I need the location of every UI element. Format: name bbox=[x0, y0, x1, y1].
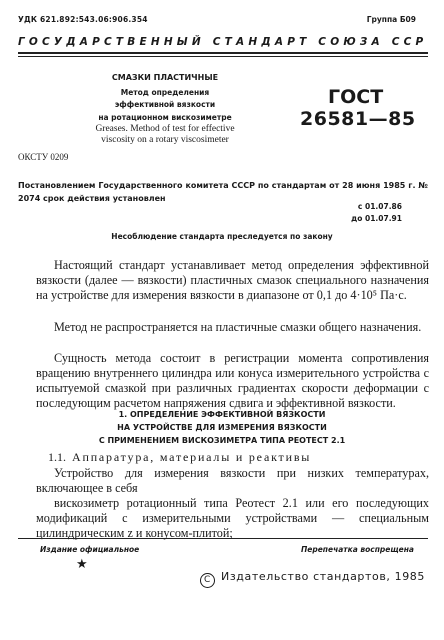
body-paragraph-3 bbox=[36, 351, 429, 411]
title-line-4: на ротационном вискозиметре bbox=[98, 112, 232, 122]
body-paragraph-2 bbox=[36, 320, 429, 335]
oksty-code: ОКСТУ 0209 bbox=[18, 152, 69, 162]
title-line-2: Метод определения bbox=[120, 87, 210, 97]
copyright-icon: C bbox=[200, 573, 215, 588]
subsection-number: 1.1. bbox=[48, 450, 66, 464]
subsection-paragraph-2-text: вискозиметр ротационный типа Реотест 2.1 или его последующих модификаций с измерительными устройствами — специальным цилиндрическим z и конусом-плитой; bbox=[36, 496, 429, 540]
english-title-line-2: viscosity on a rotary viscosimeter bbox=[101, 135, 229, 145]
reprint-prohibited-label: Перепечатка воспрещена bbox=[300, 545, 414, 554]
header-thick-rule bbox=[18, 52, 428, 54]
resolution-text: Постановлением Государственного комитета СССР по стандартам от 28 июня 1985 г. № 2074 срок действия установлен bbox=[18, 181, 428, 203]
standard-title bbox=[70, 72, 260, 124]
subsection-title: Аппаратура, материалы и реактивы bbox=[72, 450, 312, 464]
validity-from: с 01.07.86 bbox=[357, 202, 402, 211]
publisher-line bbox=[200, 570, 425, 588]
english-title-line-1: Greases. Method of test for effective bbox=[95, 124, 235, 134]
body-paragraph-3-text: Сущность метода состоит в регистрации момента сопротивления вращению внутреннего цилиндра или конуса измерительного устройства с испытуемой смазкой при различных градиентах скорости деформации с последующим расчетом напряжения сдвига и эффективной вязкости. bbox=[36, 351, 429, 410]
section-heading-line-3: С ПРИМЕНЕНИЕМ ВИСКОЗИМЕТРА ТИПА РЕОТЕСТ 2.1 bbox=[98, 436, 346, 445]
section-heading-line-1: 1. ОПРЕДЕЛЕНИЕ ЭФФЕКТИВНОЙ ВЯЗКОСТИ bbox=[118, 410, 326, 419]
group-code: Группа Б09 bbox=[366, 15, 416, 24]
body-paragraph-1 bbox=[36, 258, 429, 303]
violation-notice: Несоблюдение стандарта преследуется по закону bbox=[111, 232, 333, 241]
subsection-paragraph-1-text: Устройство для измерения вязкости при низких температурах, включающее в себя bbox=[36, 466, 429, 495]
subsection-paragraph-2 bbox=[36, 496, 429, 541]
state-standard-heading: ГОСУДАРСТВЕННЫЙ СТАНДАРТ СОЮЗА ССР bbox=[18, 36, 428, 48]
title-line-1: СМАЗКИ ПЛАСТИЧНЫЕ bbox=[111, 73, 219, 82]
official-edition-label: Издание официальное bbox=[40, 545, 140, 554]
body-paragraph-1-text: Настоящий стандарт устанавливает метод определения эффективной вязкости (далее — вязкости) пластичных смазок специального назначения на устройстве для измерения вязкости в диапазоне от 0,1 до 4·10⁵ Па·с. bbox=[36, 258, 429, 302]
subsection-heading bbox=[48, 450, 311, 465]
udk-code: УДК 621.892:543.06:906.354 bbox=[18, 15, 148, 24]
publisher-text: Издательство стандартов, 1985 bbox=[221, 570, 426, 583]
section-1-heading bbox=[0, 408, 444, 447]
header-thin-rule bbox=[18, 56, 428, 57]
gost-number: 26581—85 bbox=[300, 108, 416, 130]
title-line-3: эффективной вязкости bbox=[114, 100, 216, 109]
gost-label: ГОСТ bbox=[328, 86, 384, 108]
footer-rule bbox=[18, 538, 428, 539]
star-icon: ★ bbox=[76, 556, 88, 571]
body-paragraph-2-text: Метод не распространяется на пластичные смазки общего назначения. bbox=[54, 320, 422, 334]
english-title bbox=[70, 124, 260, 146]
section-heading-line-2: НА УСТРОЙСТВЕ ДЛЯ ИЗМЕРЕНИЯ ВЯЗКОСТИ bbox=[117, 423, 327, 432]
validity-to: до 01.07.91 bbox=[351, 214, 402, 223]
subsection-paragraph-1 bbox=[36, 466, 429, 496]
